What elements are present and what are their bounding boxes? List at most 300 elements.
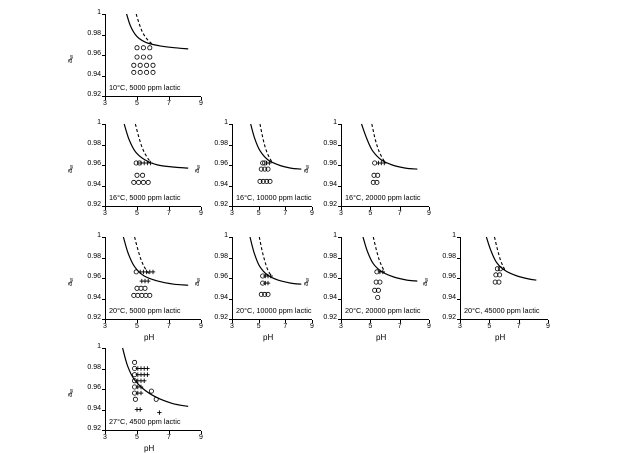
x-tick-label: 9	[427, 323, 431, 330]
no-growth-marker	[135, 46, 139, 50]
x-tick-mark	[201, 97, 202, 100]
y-tick-label: 0.98	[323, 139, 337, 147]
no-growth-marker	[133, 397, 137, 401]
growth-marker	[269, 274, 273, 278]
growth-marker	[139, 161, 143, 165]
x-tick-label: 3	[458, 323, 462, 330]
y-tick-label: 0.98	[323, 252, 337, 260]
y-tick-label: 0.96	[87, 50, 101, 57]
y-tick-label: 1	[97, 9, 101, 16]
y-tick-label: 0.96	[87, 384, 101, 391]
y-tick-label: 1	[333, 232, 337, 239]
x-tick-label: 5	[368, 210, 373, 217]
growth-marker	[135, 407, 139, 411]
x-tick-label: 7	[397, 323, 402, 330]
no-growth-marker	[134, 270, 138, 274]
y-tick-mark	[338, 206, 341, 207]
x-tick-mark	[259, 207, 260, 210]
x-axis	[232, 319, 312, 320]
panel-caption: 16°C, 5000 ppm lactic	[109, 193, 181, 202]
no-growth-marker	[376, 295, 380, 299]
y-tick-label: 0.98	[87, 139, 101, 147]
y-tick-mark	[338, 258, 341, 259]
y-tick-label: 0.94	[87, 293, 101, 301]
growth-marker	[145, 366, 149, 370]
y-axis-title	[301, 165, 311, 173]
growth-marker	[138, 407, 142, 411]
growth-marker	[146, 279, 150, 283]
x-tick-label: 5	[487, 323, 492, 330]
no-growth-marker	[263, 292, 267, 296]
x-axis	[105, 430, 201, 431]
y-tick-label: 0.98	[442, 252, 456, 260]
no-growth-marker	[133, 391, 137, 395]
y-tick-mark	[102, 76, 105, 77]
dashed-boundary-curve	[135, 124, 150, 162]
y-tick-mark	[102, 35, 105, 36]
growth-marker	[141, 270, 145, 274]
growth-marker	[263, 281, 267, 285]
y-tick-label: 0.94	[87, 404, 101, 412]
no-growth-marker	[493, 280, 497, 284]
y-tick-mark	[338, 124, 341, 125]
y-axis	[105, 124, 106, 206]
y-axis-title-text: a	[65, 58, 74, 63]
dashed-boundary-curve	[136, 14, 153, 45]
growth-marker	[145, 161, 149, 165]
y-tick-label: 0.92	[87, 91, 101, 98]
growth-marker	[136, 366, 140, 370]
no-growth-marker	[133, 379, 137, 383]
no-growth-marker	[148, 46, 152, 50]
no-growth-marker	[141, 173, 145, 177]
y-tick-mark	[102, 186, 105, 187]
no-growth-marker	[135, 55, 139, 59]
no-growth-marker	[263, 161, 267, 165]
y-tick-label: 0.96	[214, 160, 228, 167]
y-tick-mark	[338, 278, 341, 279]
solid-boundary-curve	[123, 237, 188, 285]
growth-marker	[265, 161, 269, 165]
x-tick-mark	[370, 207, 371, 210]
y-tick-label: 1	[97, 232, 101, 239]
y-tick-label: 0.98	[214, 252, 228, 260]
panel-caption: 16°C, 10000 ppm lactic	[236, 193, 312, 202]
y-tick-label: 0.92	[87, 425, 101, 432]
x-tick-mark	[285, 320, 286, 323]
dashed-boundary-curve	[373, 237, 384, 271]
y-tick-label: 0.94	[323, 180, 337, 188]
x-tick-label: 3	[339, 210, 343, 217]
y-tick-label: 0.98	[87, 252, 101, 260]
x-tick-mark	[201, 320, 202, 323]
y-axis	[105, 14, 106, 96]
x-tick-label: 7	[167, 100, 171, 107]
x-tick-label: 3	[339, 323, 343, 330]
no-growth-marker	[137, 180, 141, 184]
no-growth-marker	[372, 173, 376, 177]
no-growth-marker	[138, 63, 142, 67]
y-tick-mark	[102, 14, 105, 15]
solid-boundary-curve	[123, 348, 189, 406]
y-tick-mark	[102, 319, 105, 320]
x-tick-label: 5	[368, 323, 373, 330]
x-tick-label: 7	[167, 434, 171, 441]
solid-boundary-curve	[250, 237, 301, 284]
y-axis	[460, 237, 461, 319]
panel-caption: 20°C, 5000 ppm lactic	[109, 306, 181, 315]
y-tick-mark	[338, 186, 341, 187]
y-tick-label: 1	[452, 232, 456, 239]
y-tick-mark	[457, 237, 460, 238]
growth-marker	[139, 379, 143, 383]
no-growth-marker	[494, 273, 498, 277]
y-axis-title	[65, 389, 75, 397]
y-tick-label: 0.96	[323, 273, 337, 280]
y-tick-mark	[229, 319, 232, 320]
y-axis-title	[301, 278, 311, 286]
no-growth-marker	[141, 180, 145, 184]
x-tick-mark	[400, 320, 401, 323]
y-axis-title-subscript: w	[305, 277, 311, 282]
solid-boundary-curve	[362, 124, 418, 169]
dashed-boundary-curve	[259, 237, 271, 276]
no-growth-marker	[263, 167, 267, 171]
x-tick-mark	[370, 320, 371, 323]
y-axis-title-text: a	[420, 281, 429, 286]
y-tick-mark	[102, 389, 105, 390]
y-axis-title-text: a	[192, 168, 201, 173]
no-growth-marker	[376, 288, 380, 292]
no-growth-marker	[495, 267, 499, 271]
no-growth-marker	[259, 292, 263, 296]
no-growth-marker	[149, 389, 153, 393]
x-axis-title: pH	[495, 333, 506, 342]
growth-marker	[143, 279, 147, 283]
growth-marker	[139, 373, 143, 377]
no-growth-marker	[148, 55, 152, 59]
no-growth-marker	[268, 179, 272, 183]
growth-marker	[267, 161, 271, 165]
no-growth-marker	[151, 70, 155, 74]
growth-marker	[139, 366, 143, 370]
no-growth-marker	[261, 179, 265, 183]
no-growth-marker	[497, 280, 501, 284]
growth-marker	[378, 270, 382, 274]
y-tick-label: 1	[97, 119, 101, 126]
y-tick-label: 0.98	[87, 363, 101, 371]
y-tick-mark	[102, 124, 105, 125]
y-axis-title-subscript: w	[69, 277, 75, 282]
y-tick-label: 0.96	[87, 273, 101, 280]
x-axis-title: pH	[144, 333, 155, 342]
x-axis-title: pH	[376, 333, 387, 342]
y-tick-mark	[102, 237, 105, 238]
x-tick-mark	[137, 207, 138, 210]
x-tick-label: 5	[135, 210, 139, 217]
no-growth-marker	[134, 161, 138, 165]
y-axis-title-subscript: w	[69, 164, 75, 169]
x-tick-label: 3	[103, 100, 107, 107]
y-tick-mark	[229, 237, 232, 238]
x-tick-label: 7	[283, 210, 288, 217]
y-tick-label: 0.96	[442, 273, 456, 280]
y-axis-title-text: a	[65, 281, 74, 286]
no-growth-marker	[135, 173, 139, 177]
x-tick-mark	[169, 320, 170, 323]
solid-boundary-curve	[124, 124, 188, 168]
x-tick-mark	[232, 207, 233, 210]
x-tick-mark	[137, 97, 138, 100]
y-tick-mark	[102, 299, 105, 300]
y-axis-title-subscript: w	[196, 277, 202, 282]
y-tick-mark	[102, 410, 105, 411]
growth-marker	[139, 391, 143, 395]
dashed-boundary-curve	[372, 124, 385, 162]
x-tick-label: 7	[516, 323, 521, 330]
x-tick-label: 9	[199, 210, 203, 217]
y-tick-mark	[102, 145, 105, 146]
growth-marker	[266, 281, 270, 285]
solid-boundary-curve	[251, 124, 302, 169]
panel-caption: 20°C, 10000 ppm lactic	[236, 306, 312, 315]
y-tick-label: 0.98	[87, 29, 101, 37]
dashed-boundary-curve	[495, 237, 506, 271]
y-tick-mark	[338, 145, 341, 146]
y-axis	[105, 348, 106, 430]
y-tick-mark	[102, 278, 105, 279]
x-axis-title: pH	[144, 444, 155, 453]
x-tick-label: 7	[167, 210, 171, 217]
no-growth-marker	[261, 161, 265, 165]
no-growth-marker	[135, 286, 139, 290]
growth-marker	[136, 373, 140, 377]
no-growth-marker	[139, 286, 143, 290]
no-growth-marker	[378, 280, 382, 284]
y-tick-label: 0.92	[323, 314, 337, 321]
panel-caption: 10°C, 5000 ppm lactic	[109, 83, 181, 92]
no-growth-marker	[132, 180, 136, 184]
x-tick-mark	[137, 320, 138, 323]
x-tick-mark	[105, 97, 106, 100]
no-growth-marker	[154, 397, 158, 401]
y-tick-mark	[102, 165, 105, 166]
x-tick-label: 5	[256, 323, 261, 330]
x-tick-mark	[169, 431, 170, 434]
x-tick-label: 3	[103, 210, 107, 217]
x-tick-label: 3	[230, 210, 234, 217]
x-tick-label: 5	[135, 323, 139, 330]
y-axis-title	[192, 165, 202, 173]
y-tick-mark	[338, 299, 341, 300]
y-tick-mark	[102, 96, 105, 97]
y-tick-label: 0.94	[214, 293, 228, 301]
growth-marker	[140, 279, 144, 283]
x-axis	[341, 206, 429, 207]
y-axis-title	[65, 278, 75, 286]
no-growth-marker	[140, 293, 144, 297]
x-tick-label: 9	[427, 210, 431, 217]
y-tick-mark	[102, 206, 105, 207]
growth-marker	[157, 410, 161, 414]
y-tick-label: 1	[224, 119, 228, 126]
y-tick-mark	[229, 299, 232, 300]
no-growth-marker	[133, 373, 137, 377]
y-axis-title	[420, 278, 430, 286]
panel-caption: 27°C, 4500 ppm lactic	[109, 417, 181, 426]
growth-marker	[263, 274, 267, 278]
no-growth-marker	[136, 293, 140, 297]
panel-caption: 16°C, 20000 ppm lactic	[345, 193, 421, 202]
x-axis	[105, 96, 201, 97]
x-axis	[460, 319, 548, 320]
y-tick-label: 0.94	[442, 293, 456, 301]
y-axis	[105, 237, 106, 319]
solid-boundary-curve	[363, 237, 417, 281]
y-tick-mark	[102, 369, 105, 370]
growth-marker	[136, 379, 140, 383]
y-tick-label: 0.96	[87, 160, 101, 167]
x-tick-label: 7	[397, 210, 402, 217]
y-axis-title-subscript: w	[424, 277, 430, 282]
no-growth-marker	[373, 161, 377, 165]
x-tick-mark	[312, 207, 313, 210]
growth-marker	[136, 391, 140, 395]
y-tick-mark	[457, 319, 460, 320]
y-tick-label: 0.94	[323, 293, 337, 301]
y-tick-label: 0.92	[323, 201, 337, 208]
y-tick-label: 0.92	[214, 201, 228, 208]
no-growth-marker	[266, 292, 270, 296]
x-tick-label: 3	[103, 323, 107, 330]
x-tick-label: 3	[103, 434, 107, 441]
y-axis	[232, 124, 233, 206]
growth-marker	[144, 270, 148, 274]
y-tick-mark	[229, 145, 232, 146]
no-growth-marker	[145, 63, 149, 67]
dashed-boundary-curve	[135, 237, 150, 275]
no-growth-marker	[141, 55, 145, 59]
x-tick-mark	[201, 431, 202, 434]
no-growth-marker	[498, 267, 502, 271]
y-tick-label: 1	[224, 232, 228, 239]
x-tick-mark	[201, 207, 202, 210]
y-tick-label: 0.98	[214, 139, 228, 147]
no-growth-marker	[259, 167, 263, 171]
growth-marker	[142, 161, 146, 165]
y-axis-title-text: a	[192, 281, 201, 286]
y-tick-label: 1	[97, 343, 101, 350]
x-tick-mark	[105, 320, 106, 323]
dashed-boundary-curve	[260, 124, 272, 162]
y-tick-label: 0.92	[442, 314, 456, 321]
y-tick-mark	[229, 258, 232, 259]
y-axis	[341, 124, 342, 206]
x-tick-label: 5	[135, 100, 139, 107]
x-tick-mark	[312, 320, 313, 323]
no-growth-marker	[261, 281, 265, 285]
y-axis-title-subscript: w	[305, 164, 311, 169]
y-tick-mark	[102, 55, 105, 56]
x-tick-label: 9	[199, 323, 203, 330]
growth-marker	[381, 270, 385, 274]
no-growth-marker	[133, 385, 137, 389]
no-growth-marker	[133, 366, 137, 370]
y-tick-label: 0.94	[87, 70, 101, 78]
x-tick-mark	[169, 207, 170, 210]
y-axis-title	[192, 278, 202, 286]
y-tick-mark	[457, 278, 460, 279]
y-axis-title-text: a	[65, 392, 74, 397]
no-growth-marker	[375, 270, 379, 274]
panel-caption: 20°C, 45000 ppm lactic	[464, 306, 540, 315]
y-tick-label: 0.96	[323, 160, 337, 167]
no-growth-marker	[145, 70, 149, 74]
growth-marker	[136, 385, 140, 389]
no-growth-marker	[133, 360, 137, 364]
growth-marker	[379, 161, 383, 165]
no-growth-marker	[137, 161, 141, 165]
growth-marker	[266, 274, 270, 278]
x-tick-mark	[259, 320, 260, 323]
no-growth-marker	[143, 286, 147, 290]
growth-marker	[382, 161, 386, 165]
y-axis-title-subscript: w	[196, 164, 202, 169]
x-tick-mark	[429, 207, 430, 210]
x-tick-mark	[232, 320, 233, 323]
no-growth-marker	[373, 288, 377, 292]
x-tick-mark	[400, 207, 401, 210]
no-growth-marker	[151, 63, 155, 67]
no-growth-marker	[261, 274, 265, 278]
growth-marker	[142, 379, 146, 383]
growth-marker	[138, 270, 142, 274]
growth-marker	[151, 270, 155, 274]
growth-marker	[148, 270, 152, 274]
y-tick-mark	[102, 348, 105, 349]
x-tick-label: 9	[199, 100, 203, 107]
y-tick-label: 0.92	[87, 201, 101, 208]
y-tick-mark	[338, 165, 341, 166]
no-growth-marker	[376, 173, 380, 177]
y-tick-label: 0.92	[214, 314, 228, 321]
growth-marker	[139, 385, 143, 389]
x-tick-label: 3	[230, 323, 234, 330]
y-axis-title-subscript: w	[69, 388, 75, 393]
y-tick-mark	[102, 430, 105, 431]
no-growth-marker	[498, 273, 502, 277]
no-growth-marker	[148, 293, 152, 297]
y-axis	[341, 237, 342, 319]
x-tick-label: 9	[546, 323, 550, 330]
y-axis-title-subscript: w	[69, 54, 75, 59]
y-tick-mark	[338, 237, 341, 238]
panel-caption: 20°C, 20000 ppm lactic	[345, 306, 421, 315]
x-axis	[232, 206, 312, 207]
y-tick-mark	[229, 278, 232, 279]
growth-marker	[376, 161, 380, 165]
x-axis-title: pH	[263, 333, 274, 342]
x-axis	[341, 319, 429, 320]
x-tick-mark	[105, 431, 106, 434]
growth-marker	[142, 373, 146, 377]
x-tick-mark	[105, 207, 106, 210]
y-tick-mark	[229, 186, 232, 187]
no-growth-marker	[138, 70, 142, 74]
x-tick-mark	[137, 431, 138, 434]
y-tick-label: 1	[333, 119, 337, 126]
no-growth-marker	[266, 167, 270, 171]
